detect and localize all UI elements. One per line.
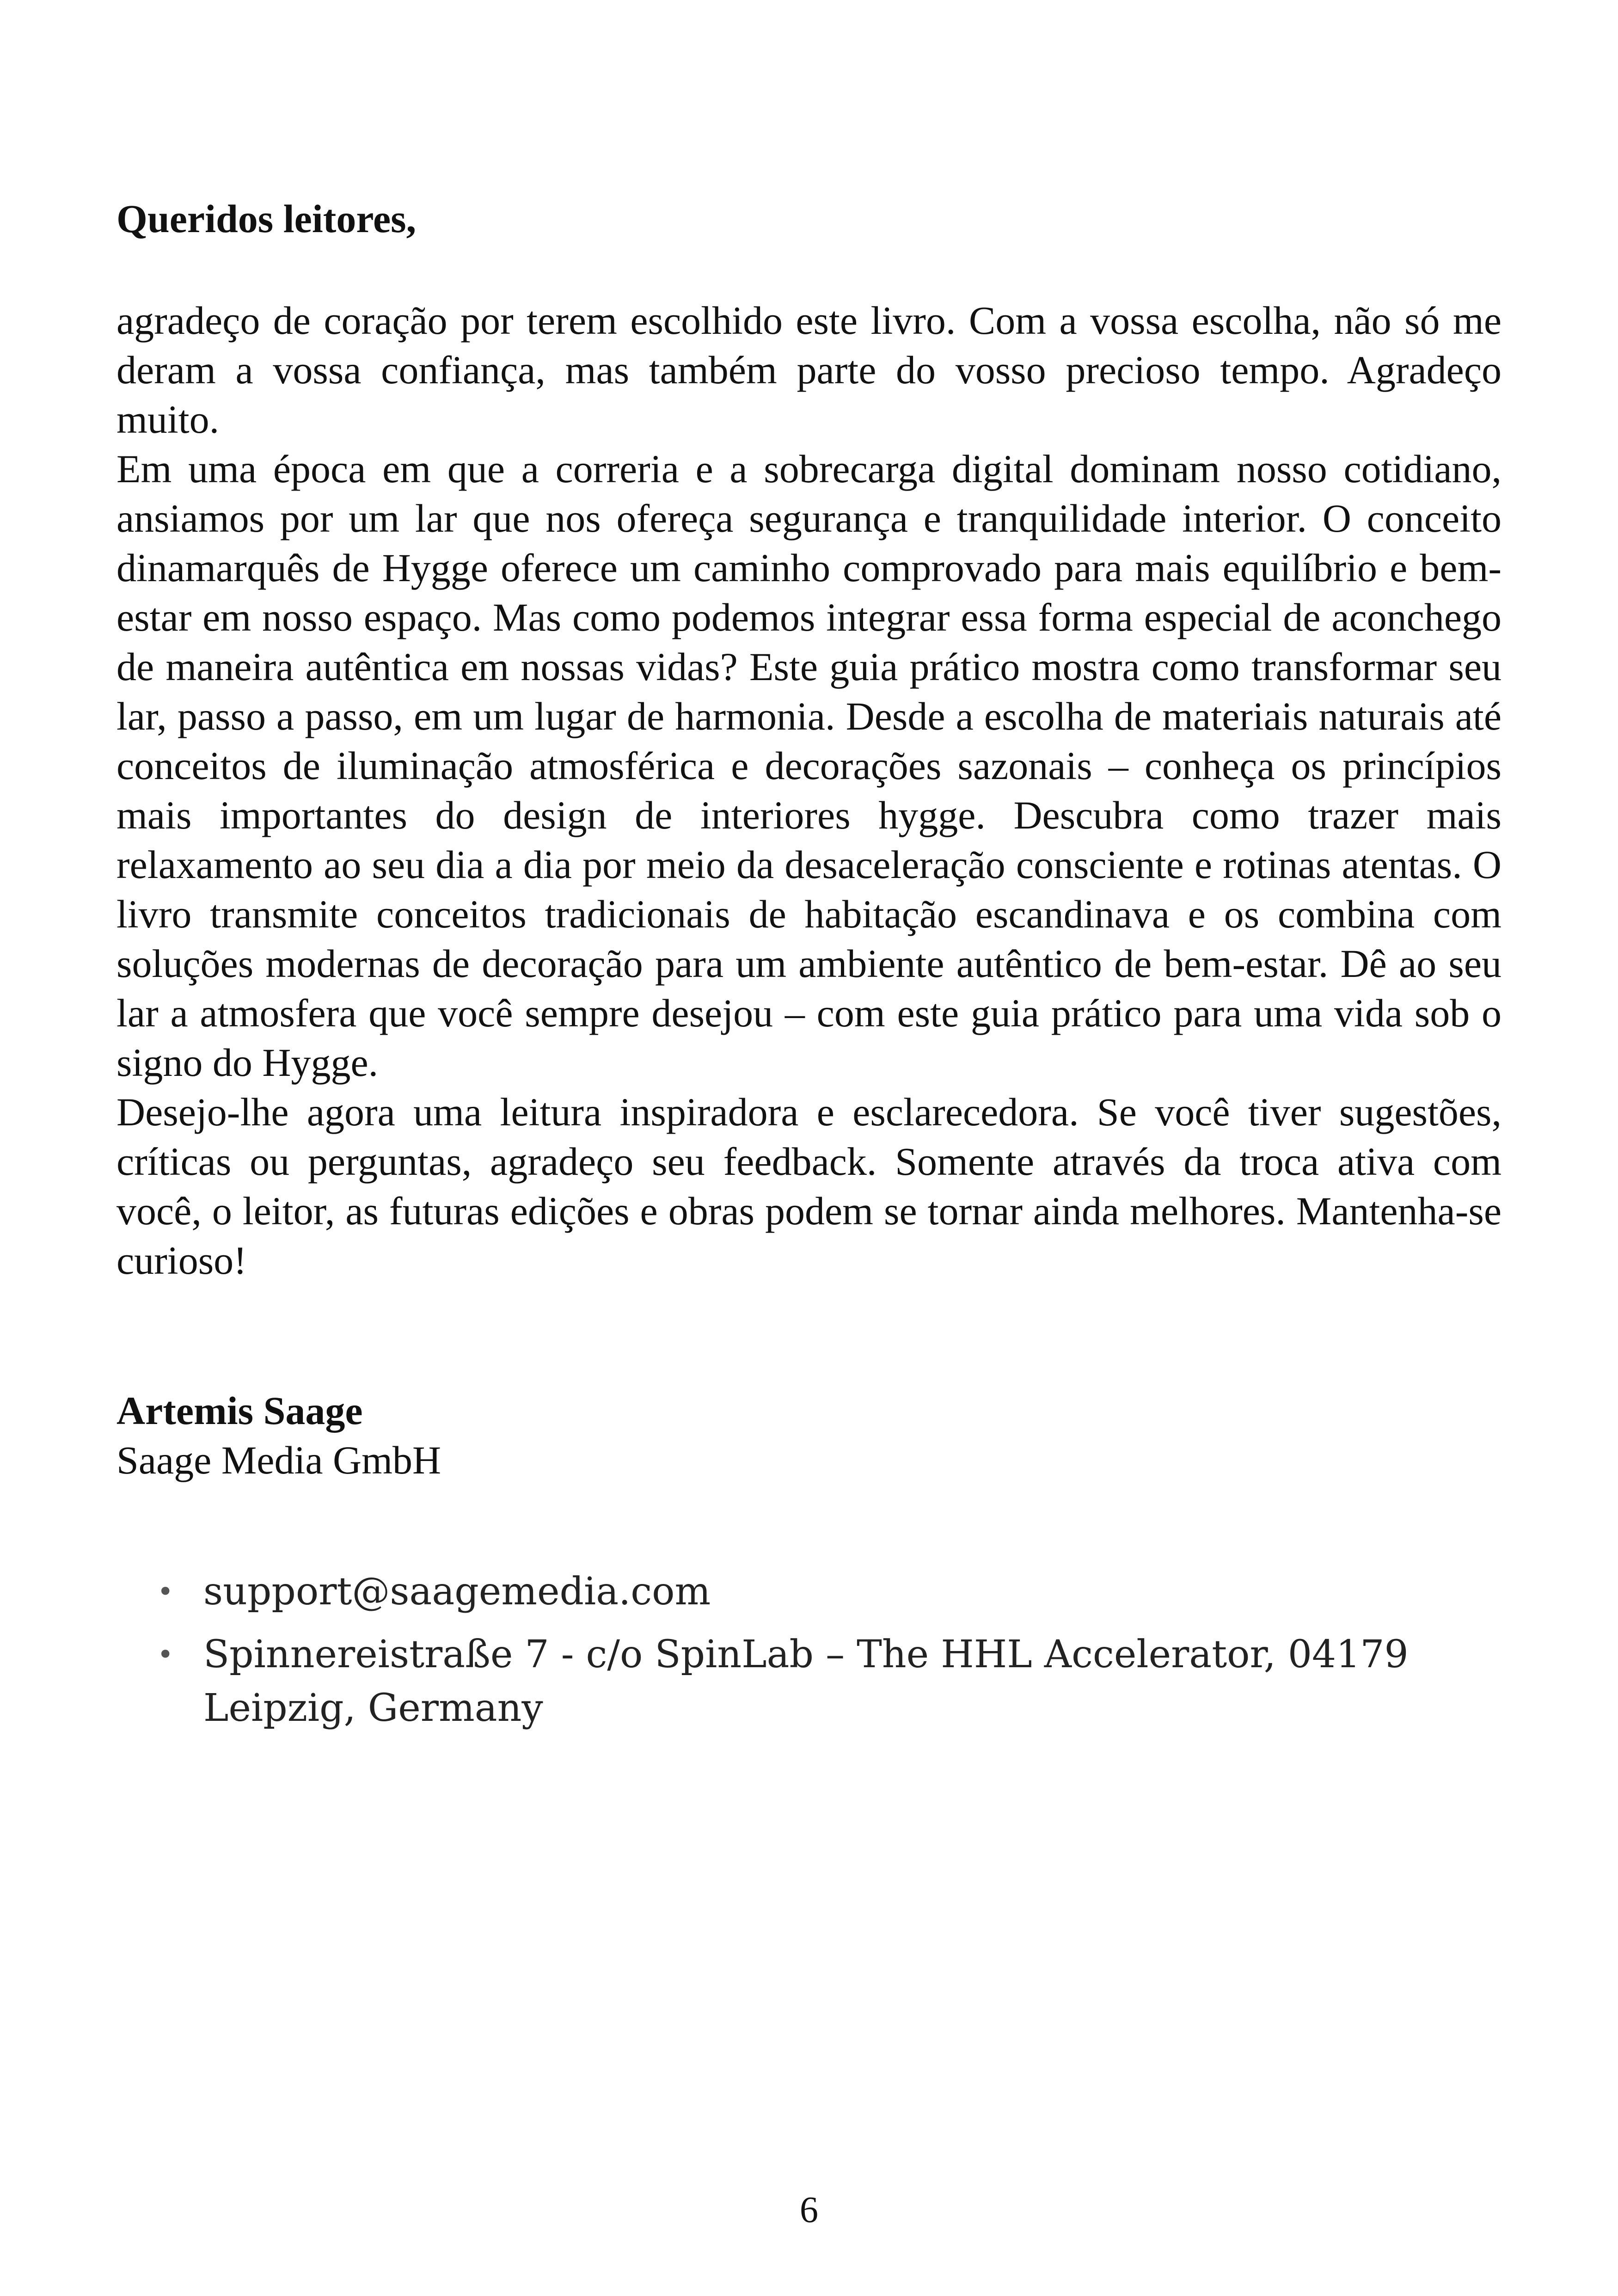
bullet-icon: • [157, 1639, 174, 1671]
contact-email[interactable]: support@saagemedia.com [203, 1570, 711, 1614]
contact-list [157, 1565, 1479, 1744]
paragraph-thanks: agradeço de coração por terem escolhido este livro. Com a vossa escolha, não só me deram a vossa confiança, mas também parte do vosso precioso tempo. Agradeço muito. [116, 298, 1502, 442]
paragraph-book-description: Em uma época em que a correria e a sobrecarga digital dominam nosso cotidiano, ansiamos por um lar que nos ofereça segurança e tranquilidade interior. O conceito dinamarquês de Hygge oferece um caminho comprovado para mais equilíbrio e bem-estar em nosso espaço. Mas como podemos integrar essa forma especial de aconchego de maneira autêntica em nossas vidas? Este guia prático mostra como transformar seu lar, passo a passo, em um lugar de harmonia. Desde a escolha de materiais naturais até conceitos de iluminação atmosférica e decorações sazonais – conheça os princípios mais importantes do design de interiores hygge. Descubra como trazer mais relaxamento ao seu dia a dia por meio da desaceleração consciente e rotinas atentas. O livro transmite conceitos tradicionais de habitação escandinava e os combina com soluções modernas de decoração para um ambiente autêntico de bem-estar. Dê ao seu lar a atmosfera que você sempre desejou – com este guia prático para uma vida sob o signo do Hygge. [116, 447, 1502, 1085]
letter-body [116, 296, 1502, 1285]
page-number: 6 [800, 2190, 818, 2230]
contact-address-item [157, 1628, 1479, 1735]
paragraph-closing: Desejo-lhe agora uma leitura inspiradora e esclarecedora. Se você tiver sugestões, críticas ou perguntas, agradeço seu feedback. Somente através da troca ativa com você, o leitor, as futuras edições e obras podem se tornar ainda melhores. Mantenha-se curioso! [116, 1090, 1502, 1283]
author-name: Artemis Saage [116, 1388, 363, 1433]
letter-greeting: Queridos leitores, [116, 196, 417, 241]
contact-address: Spinnereistraße 7 - c/o SpinLab – The HHL Accelerator, 04179 Leipzig, Germany [203, 1633, 1409, 1730]
company-name: Saage Media GmbH [116, 1438, 441, 1482]
bullet-icon: • [157, 1576, 174, 1608]
contact-email-item [157, 1565, 1479, 1619]
